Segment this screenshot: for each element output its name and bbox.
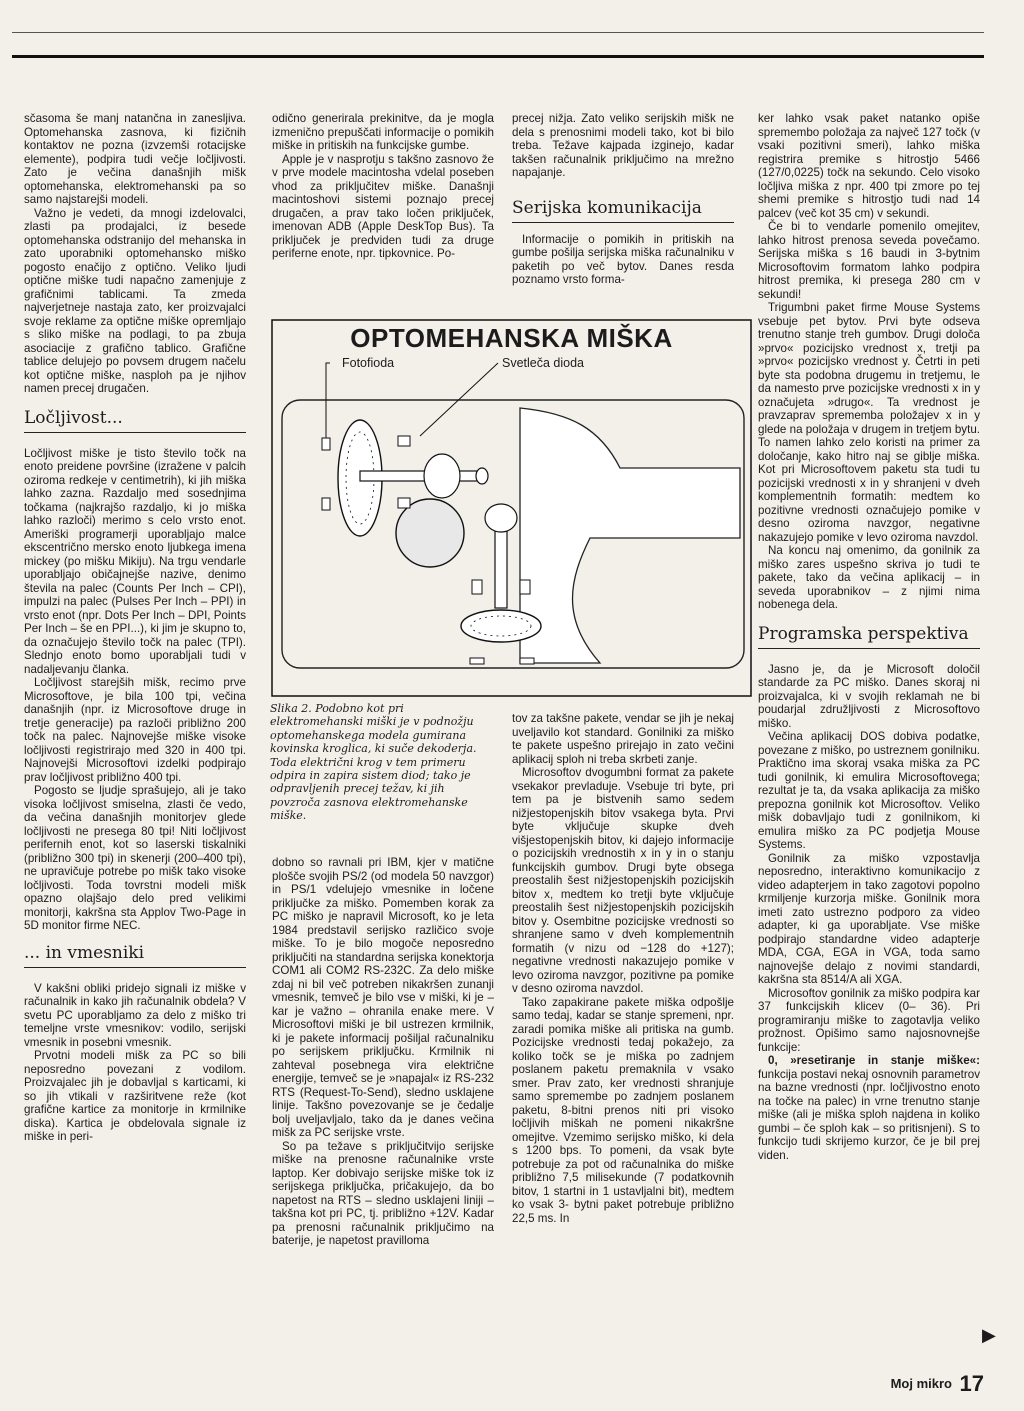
figure-caption: Slika 2. Podobno kot pri elektromehanski miški je v podnožju optomehanskega modela gumirana kovinska kroglica, ki suče dekoderja. Toda električni krog v tem primeru odpira in zapira sistem diod; tako je odpravljenih precej težav, ki jih povzroča zasnova elektromehanske miške. [270,702,477,823]
slot-shape [520,408,740,663]
column-6-bottom [272,856,494,1248]
column-2-top [272,112,494,261]
paragraph: Trigumbni paket firme Mouse Systems vsebuje pet bytov. Prvi byte odseva trenutno stanje treh gumbov. Drugi določa »prvo« pozicijsko vrednost x, tretji pa »prvo« pozicijsko vrednost y. Četrti in peti byte sta podobna drugemu in tretjemu, le da namesto prve pozicijske vrednosti x in y označujeta »drugo«. Ta vrednost je pravzaprav sprememba položajev x in y glede na položaja v drugem in tretjem bytu. To namen lahko zelo koristi na primer za določanje, kako hitro naj se giblje miška. Kot pri Microsoftovem paketu sta tudi tu pozicijski vrednosti x in y shranjeni v dveh komplementnih formatih: medtem ko pozitivne vrednosti označujejo pomike v desno oziroma navzgor, negativne nakazujejo pomike v levo oziroma navzdol. [758,301,980,544]
column-5-bottom [512,712,734,1225]
paragraph: V kakšni obliki pridejo signali iz miške v računalnik in kako jih računalnik obdela? V svetu PC uporabljamo za delo z miško tri temeljne vrste vmesnikov: vodilo, serijski vmesnik in posebni vmesnik. [24,981,246,1049]
paragraph: Tako zapakirane pakete miška odpošlje samo tedaj, kadar se stanje spremeni, npr. zaradi pomika miške ali pritiska na gumb. Pozicijske vrednosti tedaj pokažejo, za koliko točk se je miška po zadnjem poslanem paketu premaknila v vsako smer. Prav zato, ker vrednosti shranjuje samo spremembe po zadnjem poslanem paketu, 8-bitni prenos niti pri visoko ločljivih miškah ne pomeni nikakršne omejitve. Vzemimo serijsko miško, ki dela s 1200 bps. To pomeni, da vsak byte potrebuje za pot od računalnika do miške približno 7,5 milisekunde (7 podatkovnih bitov, 1 startni in 1 ustavljalni bit), medtem ko vsak 3- bytni paket potrebuje približno 22,5 ms. In [512,995,734,1225]
paragraph: ker lahko vsak paket natanko opiše spremembo položaja za največ 127 točk (v vsaki pozitivni smeri), lahko miška registrira premike s hitrostjo 5466 (127/0,0225) točk na sekundo. Celo visoko ločljiva miška z npr. 400 tpi zmore po tej shemi premike s hitrostjo tudi nad 14 palcev (več kot 35 cm) v sekundi. [758,112,980,220]
header-rule [12,55,984,58]
column-4 [758,112,980,1162]
subheading-programska: Programska perspektiva [758,624,980,649]
paragraph: Pogosto se ljudje sprašujejo, ali je tako visoka ločljivost smiselna, zlasti če vedo, da večina današnjih monitorjev glede ločljivosti ne presega 80 tpi! Niti ločljivost perifernih enot, kot so laserski tiskalniki (približno 300 tpi) in skenerji (200–400 tpi), ne upravičuje potrebe po mišk tako visoke ločljivosti. Toda tovrstni modeli mišk opazno olajšajo delo pred velikimi monitorji, kakršna sta Applov Two-Page in 5D monitor firme NEC. [24,784,246,932]
paragraph: odično generirala prekinitve, da je mogla izmenično prepuščati informacije o pomikih miške in pritiskih na funkcijske gumbe. [272,112,494,152]
function-name: 0, »resetiranje in stanje miške«: [768,1054,980,1067]
subheading-vmesniki: ... in vmesniki [24,943,246,968]
column-3-top [512,112,734,287]
paragraph: Če bi to vendarle pomenilo omejitev, lahko hitrost prenosa seveda povečamo. Serijska miška s 16 baudi in 3-bytnim Microsoftovim formatom lahko podpira hitrost premika, ki presega 280 cm v sekundi! [758,220,980,301]
continuation-arrow-icon: ▶ [982,1325,996,1345]
paragraph [758,1054,980,1162]
paragraph: tov za takšne pakete, vendar se jih je nekaj uveljavilo kot standard. Gonilniki za miško te pakete uspešno prirejajo in zato večini aplikacij sploh ni treba skrbeti zanje. [512,712,734,766]
figure-optomechanical-mouse [270,318,753,698]
label-led: Svetleča dioda [502,356,585,370]
paragraph: Jasno je, da je Microsoft določil standarde za PC miško. Danes skoraj ni proizvajalca, ki v svojih reklamah ne bi poudarjal združljivosti z Microsoftovo miško. [758,662,980,730]
encoder-disc-horizontal [461,610,541,642]
roller-x [424,454,460,498]
paragraph: Važno je vedeti, da mnogi izdelovalci, zlasti pa prodajalci, iz besede optomehanska odstranijo del mehanska in zato uporabniki optomehansko miško pogosto enačijo z optično. Veliko ljudi optične miške tudi napačno zamenjuje z grafičnimi tablicami. Ta zmeda najverjetneje nastaja zato, ker proizvajalci svoje reklame za optične miške opremljajo s sliko miške na podlagi, to pa zbuja asociacije z grafično tablico. Grafične tablice delujejo po povsem drugem načelu kot optične miške, nasploh pa je njihov namen precej drugačen. [24,206,246,395]
mouse-diagram [270,318,753,698]
page-number: 17 [959,1371,984,1396]
paragraph: Večina aplikacij DOS dobiva podatke, povezane z miško, po ustreznem gonilniku. Praktično ima skoraj vsaka miška za PC tudi gonilnik, ki emulira Microsoftovega; rezultat je ta, da vsaka aplikacija za miško prepozna gonilnik kot Microsoftov. Veliko mišk dobavljajo tudi z gonilnikom, ki emulira miško za PC podjetja Mouse Systems. [758,730,980,851]
ball [396,499,464,567]
paragraph: So pa težave s priključitvijo serijske miške na prenosne računalnike vrste laptop. Ker dobivajo serijske miške tok iz serijskega priključka, pričakujejo, da bo napetost na RTS – sledno usklajeni liniji – takšna kot pri PC, tj. približno +12V. Kadar pa prenosni računalnik priključimo na baterije, je napetost pravilloma [272,1139,494,1247]
paragraph: Gonilnik za miško vzpostavlja neposredno, interaktivno komunikacijo z video adapterjem in tako zagotovi popolno krmiljenje kurzorja miške. Gonilnik mora imeti zato ustrezno podporo za video adapter, ki ga uporabljate. Vse miške podpirajo standardne video adapterje MDA, CGA, EGA in VGA, toda samo najnovejše delajo z novimi standardi, kakršna sta 8514/A ali XGA. [758,851,980,986]
subheading-serijska: Serijska komunikacija [512,198,734,223]
paragraph: dobno so ravnali pri IBM, kjer v matične plošče svojih PS/2 (od modela 50 navzgor) in PS/1 vdelujejo vmesnike in ločene priključke za miško. Pomemben korak za PC miško je napravil Microsoft, ko je leta 1984 predstavil serijsko različico svoje miške. To je bilo mogoče neposredno priključiti na standardna serijska konektorja COM1 ali COM2 RS-232C. Za delo miške zdaj ni bil več potreben nikakršen zunanji vmesnik, temveč je bilo vse v miški, ki je – kar je važno – ohranila enake mere. V Microsoftovi miški je bil ustrezen krmilnik, ki je pakete informacij pošiljal računalniku po serijskem priključku. Krmilnik ni zahteval posebnega vira električne energije, temveč se je »napajal« iz RS-232 RTS (Request-To-Send), sledno usklajene linije. Takšno povezovanje se je čedalje bolj uveljavljalo, tako da je danes večina mišk za PC serijske vrste. [272,856,494,1139]
paragraph: Informacije o pomikih in pritiskih na gumbe pošilja serijska miška računalniku v paketih po več bytov. Danes resda poznamo vrsto forma- [512,232,734,286]
function-desc: funkcija postavi nekaj osnovnih parametrov na bazne vrednosti (npr. ločljivostno enoto na točke na palec) in vrne trenutno stanje miške (ali je miška sploh najdena in koliko gumbi – če sploh kak – so pritisnjeni). S to funkcijo tudi skrijemo kurzor, če je bil prej viden. [758,1067,980,1162]
figure-title: OPTOMEHANSKA MIŠKA [350,323,673,353]
paragraph: sčasoma še manj natančna in zanesljiva. Optomehanska zasnova, ki fizičnih kontaktov ne pozna (izvzemši rotacijske elemente), podpira tudi večje ločljivosti. Zato je večina današnjih mišk optomehanska, elektromehanski pa so samo najstarejši modeli. [24,112,246,206]
shaft-x [360,471,480,481]
paragraph: Microsoftov dvogumbni format za pakete vsekakor prevladuje. Vsebuje tri byte, pri tem pa je bistvenih samo sedem nižjestopenjskih bitov vsakega byta. Prvi byte vključuje skupke dveh višjestopenjskih bitov, ki dajejo informacije o pozicijskih vrednostih x in y in o stanju funkcijskih gumbov. Drugi byte obsega preostalih šest nižjestopenjskih pozicijskih bitov x, medtem ko tretji byte vključuje preostalih šest nižjestopenjskih pozicijskih bitov y. Osembitne pozicijske vrednosti so shranjene samo v dveh komplementnih formatih (v nizu od −128 do +127); negativne vrednosti nakazujejo pomike v levo oziroma navzgor, pozitivne pa pomike v desno oziroma navzdol. [512,766,734,995]
paragraph: Apple je v nasprotju s takšno zasnovo že v prve modele macintosha vdelal poseben vhod za priključitev miške. Današnji macintoshovi sistemi poznajo precej drugačen, a prav tako ločen priključek, imenovan ADB (Apple DeskTop Bus). Ta priključek je predviden tudi za druge periferne enote, npr. tipkovnice. Po- [272,152,494,260]
paragraph: Microsoftov gonilnik za miško podpira kar 37 funkcijskih klicev (0– 36). Pri programiranju miške to zagotavlja veliko prožnost. Opišimo samo najosnovnejše funkcije: [758,986,980,1054]
paragraph: precej nižja. Zato veliko serijskih mišk ne dela s prenosnimi modeli tako, kot bi bilo treba. Težave kajpada izginejo, kadar takšen računalnik priključimo na mrežno napajanje. [512,112,734,179]
column-1 [24,112,246,1144]
paragraph: Na koncu naj omenimo, da gonilnik za miško zares uspešno skriva jo tudi te pakete, tako da večina aplikacij – in seveda uporabnikov – z njimi nima nobenega dela. [758,544,980,611]
magazine-name: Moj mikro [890,1376,952,1391]
paragraph: Ločljivost starejših mišk, recimo prve Microsoftove, je bila 100 tpi, večina današnjih (npr. iz Microsoftove druge in tretje generacije) pa razloči približno 200 točk na palec. Najnovejše miške visoke ločljivosti registrirajo med 320 in 400 tpi. Najnovejši Microsoftovi izdelki podpirajo prav ločljivost približno 400 tpi. [24,676,246,784]
paragraph: Prvotni modeli mišk za PC so bili neposredno povezani z vodilom. Proizvajalec jih je dobavljal s karticami, ki so jih vtikali v razširitvene reže (kot grafične kartice za monitorje in krmilnike diska). Kartica je obdelovala signale iz miške in peri- [24,1049,246,1143]
subheading-locljivost: Ločljivost... [24,408,246,433]
paragraph: Ločljivost miške je tisto število točk na enoto preidene površine (izražene v palcih oziroma redkeje v centimetrih), ki jih miška lahko zazna. Razdaljo med sosednjima točkama (najkrajšo razdaljo, ki jo miška lahko razloči) merimo s celo vrsto enot. Ameriški programerji uporabljajo malce ekscentrično mersko enoto ljubkega imena mickey (po mišku Mikiju). Na trgu vendarle uporabljajo običajnejše nazive, denimo števila na palec (Counts Per Inch – CPI), impulzi na palec (Pulses Per Inch – PPI) in vrsto enot (npr. Dots Per Inch – DPI, Points Per Inch – še en PPI...), ki jim je skupno to, da označujejo število točk na palec (TPI). Slednjo enoto bomo uporabljali tudi v nadaljevanju članka. [24,446,246,676]
label-photodiode: Fotofioda [342,356,395,370]
top-rule [12,32,984,33]
